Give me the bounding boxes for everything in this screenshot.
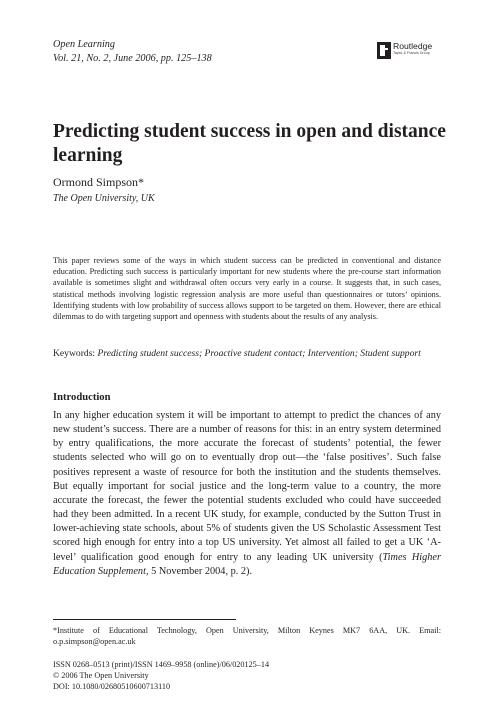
publisher-subtitle: Taylor & Francis Group [393,51,430,55]
publisher-logo [377,41,467,65]
section-heading-introduction: Introduction [53,392,111,403]
footnote: *Institute of Educational Technology, Open University, Milton Keynes MK7 6AA, UK. Email: o.p.simpson@open.ac.uk [53,626,441,646]
article-title: Predicting student success in open and distance learning [53,121,446,166]
introduction-text: In any higher education system it will be important to attempt to predict the chances of any new student’s success. There are a number of reasons for this: in an entry system determined by entry qualifications, the more accurate the forecast of students’ potential, the fewer students selected who will go on to eventually drop out—the ‘false positives’. Such false positives represent a waste of resource for both the institution and the students themselves. But equally important for social justice and the long-term value to a country, the more accurate the forecast, the fewer the potential students excluded who could have succeeded had they been admitted. In a recent UK study, for example, conducted by the Sutton Trust in lower-achieving state schools, about 5% of students given the US Scholastic Assessment Test scored high enough for entry into a top US university. Yet almost all failed to get a UK ‘A-level’ qualification good enough for entry to any leading UK university ( [53,410,441,563]
introduction-paragraph [53,409,441,579]
keywords-terms: Predicting student success; Proactive student contact; Intervention; Student support [97,348,421,359]
keywords-label: Keywords: [53,348,96,359]
introduction-text-end: , 5 November 2004, p. 2). [145,565,253,577]
introduction-source-italic: Times Higher Education Supplement [53,551,441,577]
journal-header [53,38,212,66]
journal-citation: Vol. 21, No. 2, June 2006, pp. 125–138 [53,53,212,64]
publication-info [53,659,353,692]
journal-name: Open Learning [53,39,115,50]
routledge-logo-icon [377,42,391,59]
publisher-name: Routledge [393,41,433,51]
doi-line: DOI: 10.1080/02680510600713110 [53,682,171,691]
footnote-divider [53,619,236,620]
article-author: Ormond Simpson* [53,175,145,189]
issn-line: ISSN 0268–0513 (print)/ISSN 1469–9958 (online)/06/020125–14 [53,660,270,669]
keywords [53,347,441,360]
copyright-line: © 2006 The Open University [53,671,149,680]
abstract: This paper reviews some of the ways in which student success can be predicted in conventional and distance education. Predicting such success is particularly important for new students where the pre-course start information available is sometimes slight and withdrawal often occurs very early in a course. It suggests that, in such cases, statistical methods involving logistic regression analysis are more useful than questionnaires or tutors’ opinions. Identifying students with low probability of success allows support to be targeted on them. However, there are ethical dilemmas to do with targeting support and openness with students about the results of any analysis. [53,256,441,322]
article-affiliation: The Open University, UK [53,193,155,204]
